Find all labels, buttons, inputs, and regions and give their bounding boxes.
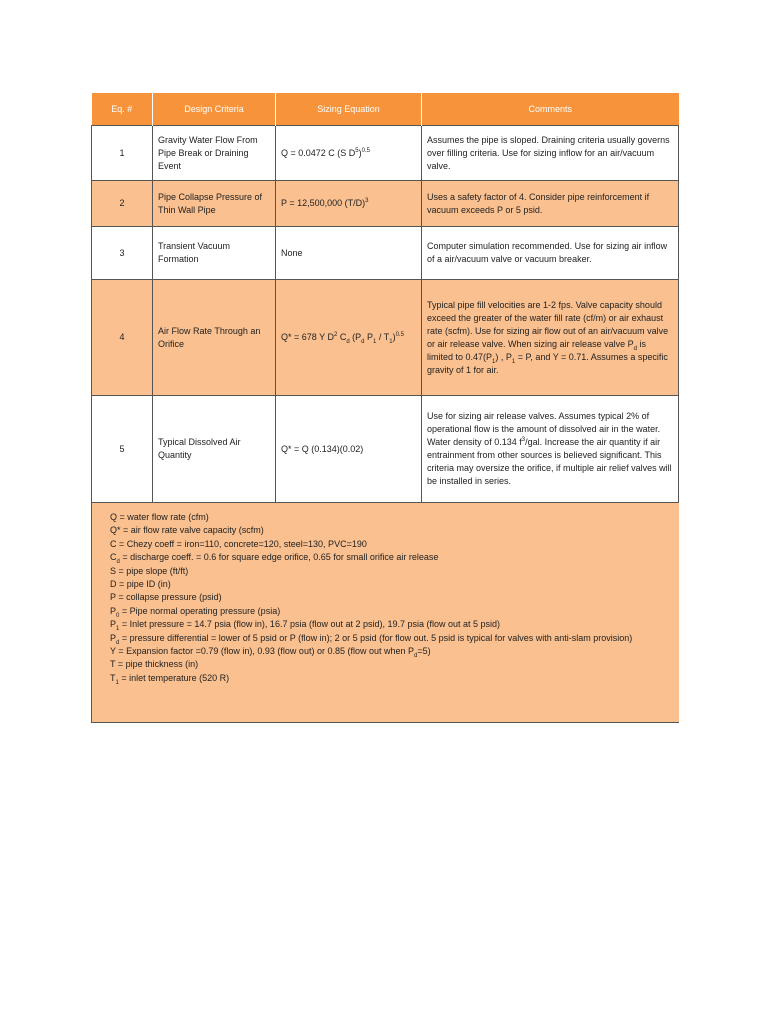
- table-row: [92, 280, 679, 396]
- note-line: $P_0$ = Pipe normal operating pressure (psia): [110, 605, 281, 619]
- note-line: P = collapse pressure (psid): [110, 592, 222, 603]
- comment-cell: Uses a safety factor of 4. Consider pipe reinforcement if vacuum exceeds P or 5 psid.: [422, 181, 679, 227]
- table-header-row: [92, 93, 679, 126]
- sizing-equation-cell: Q = 0.0472 C (S $D^5)^{0.5}$: [276, 126, 422, 181]
- sizing-table: [91, 93, 679, 723]
- comment-cell: Typical pipe fill velocities are 1-2 fps. Valve capacity should exceed the greater of the water fill rate (cf/m) or air exhaust rate (scfm). Use for sizing air flow out of an air/vacuum valve or air release valve. When sizing air release valve $P_d$ is limited to $0.47(P_1)$ , $P_1 = P$, and Y = 0.71. Assumes a specific gravity of 1 for air.: [422, 280, 679, 396]
- variable-definitions: [92, 503, 679, 723]
- design-criteria-cell: Typical Dissolved Air Quantity: [153, 396, 276, 503]
- sizing-equation-cell: Q* = 678 Y $D^2$ $C_d$ ($P_d$ $P_1 / T_1)^{0.5}$: [276, 280, 422, 396]
- note-line: Y = Expansion factor =0.79 (flow in), 0.93 (flow out) or 0.85 (flow out when $P_d=5$): [110, 646, 431, 659]
- eq-number: 4: [92, 280, 153, 396]
- comment-cell: Computer simulation recommended. Use for sizing air inflow of a air/vacuum valve or vacuum breaker.: [422, 227, 679, 280]
- note-line: $P_d$ = pressure differential = lower of 5 psid or P (flow in); 2 or 5 psid (for flow out. 5 psid is typical for valves with anti-slam provision): [110, 632, 633, 646]
- sizing-equation-cell: P = 12,500,000 $(T/D)^3$: [276, 181, 422, 227]
- design-criteria-cell: Air Flow Rate Through an Orifice: [153, 280, 276, 396]
- header-comments: Comments: [422, 93, 679, 126]
- note-line: C = Chezy coeff = iron=110, concrete=120, steel=130, PVC=190: [110, 538, 367, 549]
- note-line: $T_1$ = inlet temperature (520 R): [110, 672, 230, 686]
- table-row: [92, 396, 679, 503]
- table-row: [92, 126, 679, 181]
- note-line: Q* = air flow rate valve capacity (scfm): [110, 525, 264, 536]
- note-line: $C_d$ = discharge coeff. = 0.6 for square edge orifice, 0.65 for small orifice air release: [110, 552, 439, 566]
- comment-cell: Assumes the pipe is sloped. Draining criteria usually governs over filling criteria. Use for sizing inflow for an air/vacuum valve.: [422, 126, 679, 181]
- comment-cell: Use for sizing air release valves. Assumes typical 2% of operational flow is the amount of dissolved air in the water. Water density of 0.134 $f^3$/gal. Increase the air quantity if air entrainment from other sources is believed significant. This criteria may oversize the orifice, if multiple air relief valves will be installed in series.: [422, 396, 679, 503]
- note-line: $P_1$ = Inlet pressure = 14.7 psia (flow in), 16.7 psia (flow out at 2 psid), 19.7 psia (flow out at 5 psid): [110, 619, 501, 633]
- design-criteria-document: [91, 93, 678, 723]
- note-line: Q = water flow rate (cfm): [110, 512, 209, 522]
- design-criteria-cell: Transient Vacuum Formation: [153, 227, 276, 280]
- header-design-criteria: Design Criteria: [153, 93, 276, 126]
- note-line: D = pipe ID (in): [110, 579, 171, 590]
- eq-number: 2: [92, 181, 153, 227]
- eq-number: 3: [92, 227, 153, 280]
- note-line: S = pipe slope (ft/ft): [110, 565, 189, 576]
- design-criteria-cell: Pipe Collapse Pressure of Thin Wall Pipe: [153, 181, 276, 227]
- sizing-equation-cell: Q* = Q (0.134)(0.02): [276, 396, 422, 503]
- sizing-equation-cell: None: [276, 227, 422, 280]
- header-sizing-equation: Sizing Equation: [276, 93, 422, 126]
- design-criteria-cell: Gravity Water Flow From Pipe Break or Draining Event: [153, 126, 276, 181]
- table-row: [92, 227, 679, 280]
- eq-number: 5: [92, 396, 153, 503]
- header-eq-number: Eq. #: [92, 93, 153, 126]
- eq-number: 1: [92, 126, 153, 181]
- table-row: [92, 181, 679, 227]
- notes-row: [92, 503, 679, 723]
- note-line: T = pipe thickness (in): [110, 659, 199, 670]
